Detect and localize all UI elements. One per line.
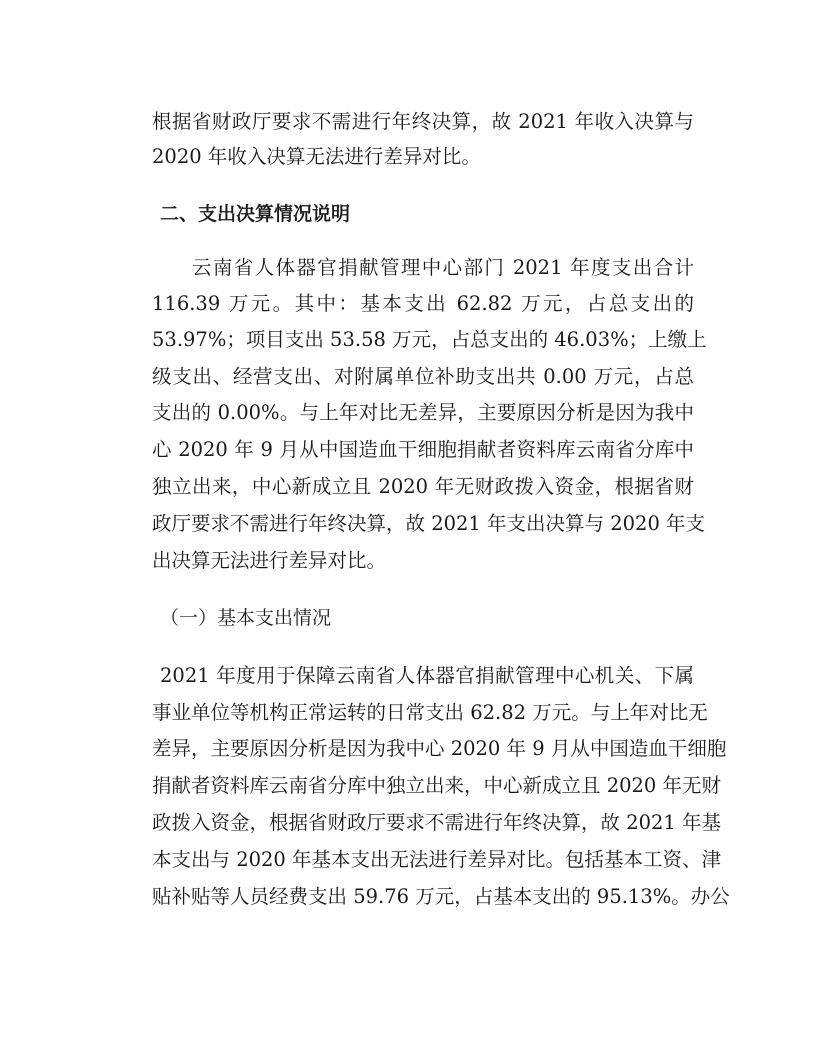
paragraph-line: 事业单位等机构正常运转的日常支出 62.82 万元。与上年对比无 [152, 701, 708, 724]
paragraph-line: 2020 年收入决算无法进行差异对比。 [152, 145, 481, 168]
paragraph-line: 级支出、经营支出、对附属单位补助支出共 0.00 万元，占总 [152, 365, 694, 388]
paragraph-line: 2021 年度用于保障云南省人体器官捐献管理中心机关、下属 [160, 664, 694, 687]
paragraph-line: 根据省财政厅要求不需进行年终决算，故 2021 年收入决算与 [152, 110, 694, 133]
paragraph-line: 贴补贴等人员经费支出 59.76 万元，占基本支出的 95.13%。办公 [152, 885, 730, 908]
paragraph-line: 支出的 0.00%。与上年对比无差异，主要原因分析是因为我中 [152, 401, 694, 424]
paragraph-line: 云南省人体器官捐献管理中心部门 2021 年度支出合计 [192, 256, 694, 279]
paragraph-line: 出决算无法进行差异对比。 [152, 549, 387, 572]
paragraph-line: 差异，主要原因分析是因为我中心 2020 年 9 月从中国造血干细胞 [152, 737, 727, 760]
section-heading: 二、支出决算情况说明 [160, 203, 351, 225]
paragraph-line: 心 2020 年 9 月从中国造血干细胞捐献者资料库云南省分库中 [152, 438, 694, 461]
subsection-heading: （一）基本支出情况 [160, 607, 332, 629]
paragraph-line: 独立出来，中心新成立且 2020 年无财政拨入资金，根据省财 [152, 475, 694, 498]
paragraph-line: 政厅要求不需进行年终决算，故 2021 年支出决算与 2020 年支 [152, 512, 706, 535]
paragraph-line: 53.97%；项目支出 53.58 万元，占总支出的 46.03%；上缴上 [152, 328, 707, 351]
paragraph-line: 捐献者资料库云南省分库中独立出来，中心新成立且 2020 年无财 [152, 774, 722, 797]
paragraph-line: 政拨入资金，根据省财政厅要求不需进行年终决算，故 2021 年基 [152, 811, 722, 834]
paragraph-line: 本支出与 2020 年基本支出无法进行差异对比。包括基本工资、津 [152, 848, 722, 871]
paragraph-line: 116.39 万元。其中：基本支出 62.82 万元，占总支出的 [152, 292, 694, 315]
